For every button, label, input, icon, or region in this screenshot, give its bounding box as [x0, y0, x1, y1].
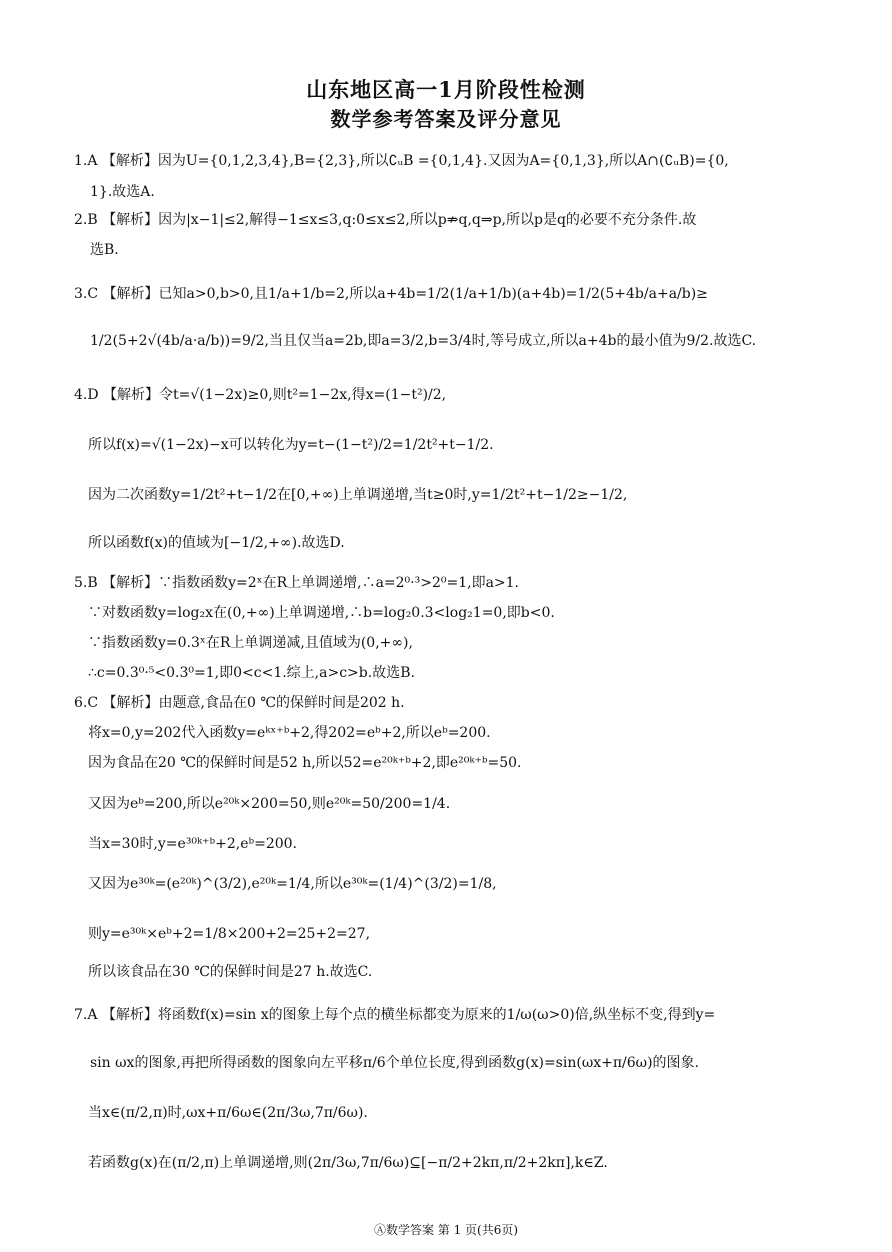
answer-line: 1}.故选A.	[90, 184, 155, 200]
answer-line: 又因为e³⁰ᵏ=(e²⁰ᵏ)^(3/2),e²⁰ᵏ=1/4,所以e³⁰ᵏ=(1/4)^(3/2)=1/8,	[88, 876, 497, 892]
answer-line: ∵对数函数y=log₂x在(0,+∞)上单调递增,∴b=log₂0.3<log₂1=0,即b<0.	[88, 605, 555, 621]
answer-line: 所以函数f(x)的值域为[−1/2,+∞).故选D.	[88, 535, 345, 551]
answer-line: 所以f(x)=√(1−2x)−x可以转化为y=t−(1−t²)/2=1/2t²+t−1/2.	[88, 437, 494, 453]
answer-line: 3.C 【解析】已知a>0,b>0,且1/a+1/b=2,所以a+4b=1/2(1/a+1/b)(a+4b)=1/2(5+4b/a+a/b)≥	[74, 286, 708, 302]
answer-line: 选B.	[90, 242, 119, 258]
answer-line: 又因为eᵇ=200,所以e²⁰ᵏ×200=50,则e²⁰ᵏ=50/200=1/4.	[88, 796, 451, 812]
answer-line: ∴c=0.3⁰·⁵<0.3⁰=1,即0<c<1.综上,a>c>b.故选B.	[88, 665, 415, 681]
answer-line: 7.A 【解析】将函数f(x)=sin x的图象上每个点的横坐标都变为原来的1/ω(ω>0)倍,纵坐标不变,得到y=	[74, 1007, 716, 1023]
answer-line: 1/2(5+2√(4b/a·a/b))=9/2,当且仅当a=2b,即a=3/2,b=3/4时,等号成立,所以a+4b的最小值为9/2.故选C.	[90, 333, 757, 349]
answer-line: 6.C 【解析】由题意,食品在0 ℃的保鲜时间是202 h.	[74, 695, 405, 711]
answer-line: 则y=e³⁰ᵏ×eᵇ+2=1/8×200+2=25+2=27,	[88, 926, 371, 942]
page-footer: Ⓐ数学答案 第 1 页(共6页)	[373, 1223, 519, 1237]
answer-line: 2.B 【解析】因为|x−1|≤2,解得−1≤x≤3,q:0≤x≤2,所以p⇏q,q⇒p,所以p是q的必要不充分条件.故	[74, 212, 697, 228]
answer-line: 因为食品在20 ℃的保鲜时间是52 h,所以52=e²⁰ᵏ⁺ᵇ+2,即e²⁰ᵏ⁺ᵇ=50.	[88, 755, 522, 771]
answer-line: 所以该食品在30 ℃的保鲜时间是27 h.故选C.	[88, 964, 373, 980]
answer-line: 当x=30时,y=e³⁰ᵏ⁺ᵇ+2,eᵇ=200.	[88, 836, 298, 852]
answer-line: 当x∈(π/2,π)时,ωx+π/6ω∈(2π/3ω,7π/6ω).	[88, 1105, 368, 1121]
page-title: 山东地区高一1月阶段性检测	[306, 77, 586, 102]
answer-line: 1.A 【解析】因为U={0,1,2,3,4},B={2,3},所以∁ᵤB ={0,1,4}.又因为A={0,1,3},所以A∩(∁ᵤB)={0,	[74, 153, 729, 169]
page-subtitle: 数学参考答案及评分意见	[330, 107, 562, 131]
answer-line: 4.D 【解析】令t=√(1−2x)≥0,则t²=1−2x,得x=(1−t²)/2,	[74, 387, 447, 403]
answer-line: ∵指数函数y=0.3ˣ在R上单调递减,且值域为(0,+∞),	[88, 635, 413, 651]
answer-line: 因为二次函数y=1/2t²+t−1/2在[0,+∞)上单调递增,当t≥0时,y=1/2t²+t−1/2≥−1/2,	[88, 487, 628, 503]
answer-line: 若函数g(x)在(π/2,π)上单调递增,则(2π/3ω,7π/6ω)⊆[−π/2+2kπ,π/2+2kπ],k∈Z.	[88, 1155, 608, 1171]
answer-line: 将x=0,y=202代入函数y=eᵏˣ⁺ᵇ+2,得202=eᵇ+2,所以eᵇ=200.	[88, 725, 491, 741]
answer-line: 5.B 【解析】∵指数函数y=2ˣ在R上单调递增,∴a=2⁰·³>2⁰=1,即a>1.	[74, 575, 519, 591]
answer-line: sin ωx的图象,再把所得函数的图象向左平移π/6个单位长度,得到函数g(x)=sin(ωx+π/6ω)的图象.	[90, 1055, 700, 1071]
